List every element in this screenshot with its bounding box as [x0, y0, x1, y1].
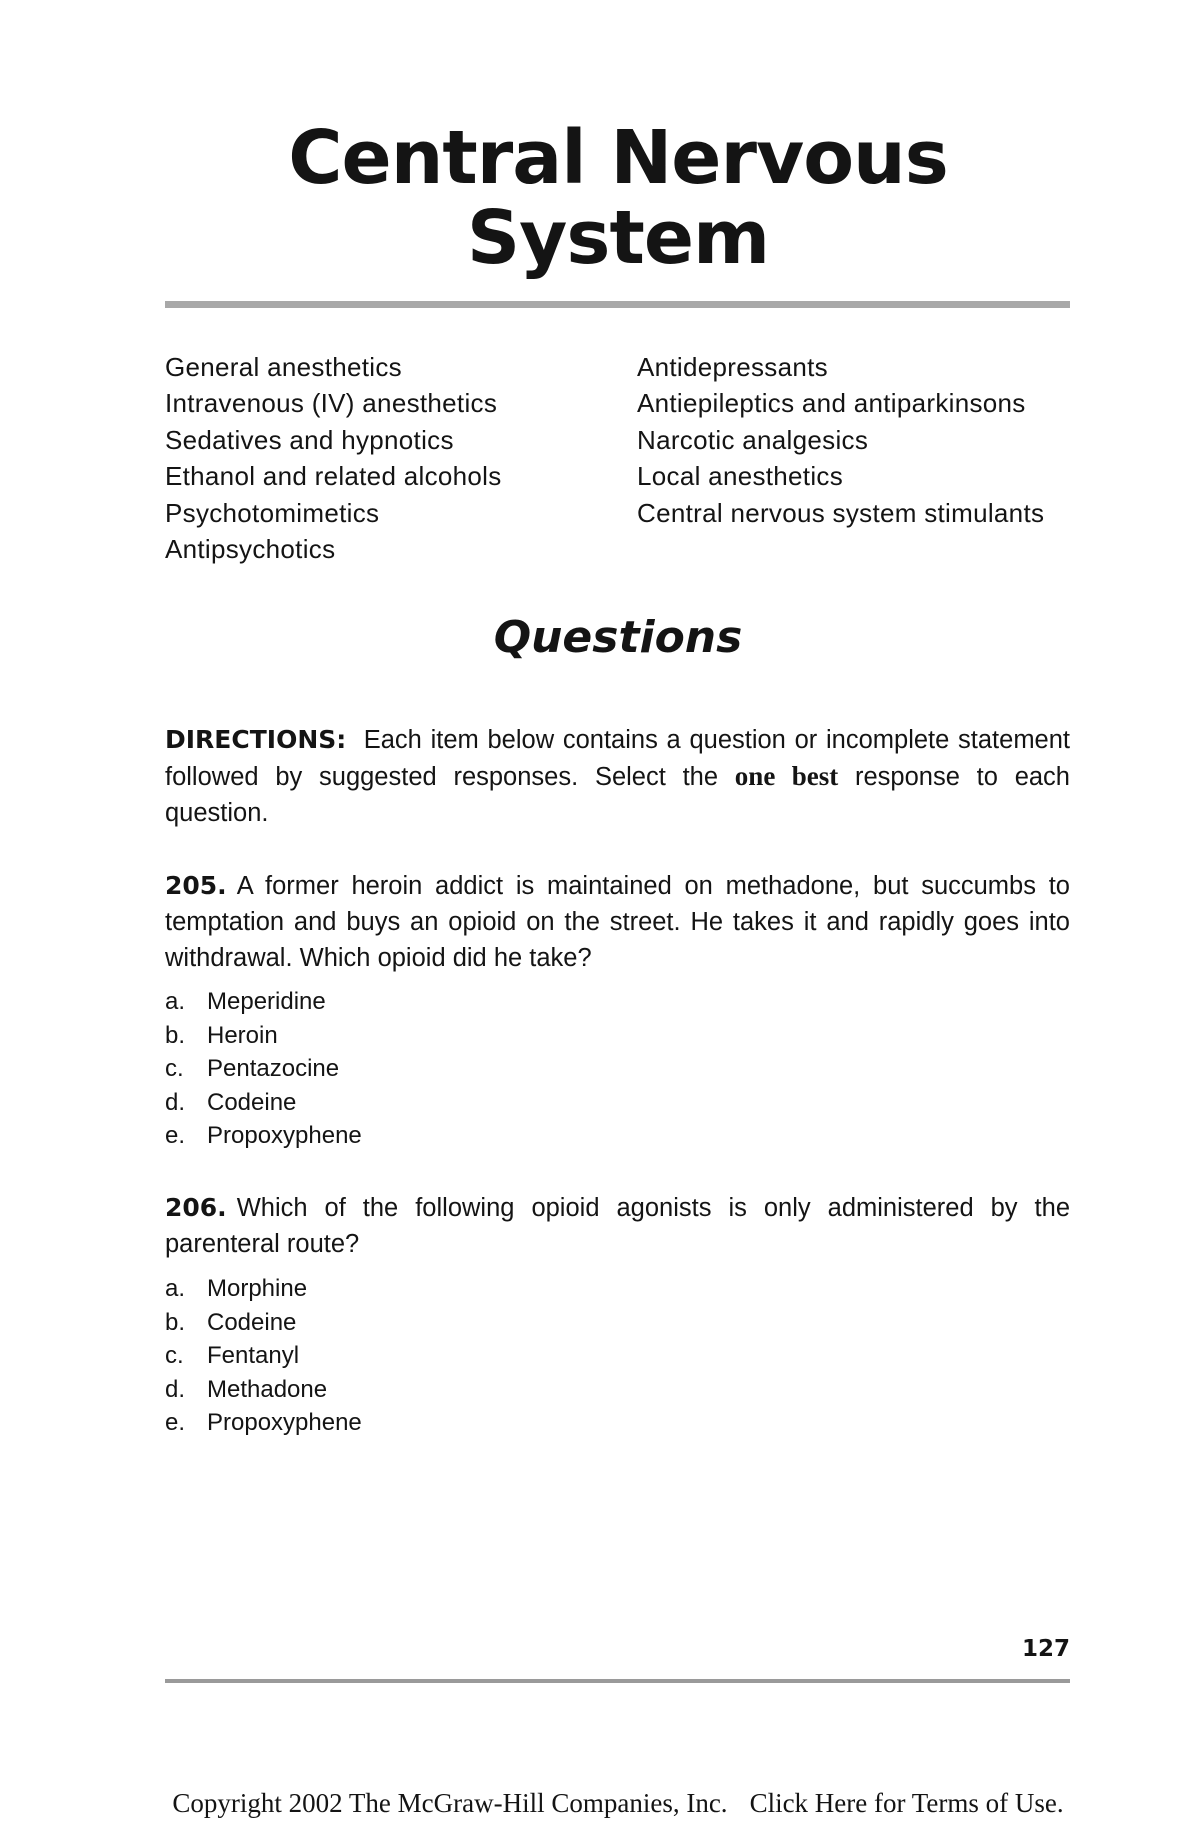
answer-option: [165, 1119, 362, 1153]
answer-options-205: [165, 985, 362, 1153]
topic-item: Intravenous (IV) anesthetics: [165, 388, 498, 419]
question-number: 205.: [165, 871, 227, 900]
topic-item: Antipsychotics: [165, 534, 336, 565]
answer-option: [165, 1373, 362, 1407]
option-text: Propoxyphene: [207, 1409, 362, 1436]
page-title: [0, 115, 1200, 281]
directions-text-after: response to each question.: [165, 763, 1070, 827]
option-letter: b.: [165, 1308, 186, 1336]
answer-option: [165, 1406, 362, 1440]
answer-option: [165, 1306, 362, 1340]
option-letter: d.: [165, 1375, 186, 1403]
section-heading: Questions: [493, 612, 743, 663]
topic-item: General anesthetics: [165, 352, 402, 382]
option-text: Methadone: [207, 1375, 328, 1403]
footer-divider: [165, 1679, 1070, 1683]
option-text: Propoxyphene: [207, 1122, 362, 1149]
option-text: Fentanyl: [207, 1342, 300, 1369]
question-text: Which of the following opioid agonists is only administered by the parenteral route?: [165, 1194, 1070, 1258]
topic-item: Antidepressants: [637, 352, 828, 382]
directions-text-before: Each item below contains a question or incomplete statement followed by suggested responses. Select the: [165, 726, 1071, 791]
page-title-line-1: Central Nervous: [288, 115, 948, 201]
option-letter: b.: [165, 1021, 186, 1049]
option-letter: e.: [165, 1409, 186, 1436]
option-text: Pentazocine: [207, 1055, 340, 1082]
option-letter: a.: [165, 1275, 186, 1302]
topic-item: Local anesthetics: [637, 461, 844, 492]
topic-item: Narcotic analgesics: [637, 424, 869, 455]
option-text: Meperidine: [207, 988, 326, 1015]
option-letter: d.: [165, 1088, 186, 1116]
option-letter: e.: [165, 1122, 186, 1149]
topic-item: Central nervous system stimulants: [637, 497, 1045, 528]
answer-option: [165, 1272, 362, 1306]
title-divider: [165, 301, 1070, 308]
option-text: Codeine: [207, 1308, 297, 1336]
copyright-text: Copyright 2002 The McGraw-Hill Companies, Inc.: [172, 1788, 728, 1818]
topic-item: Antiepileptics and antiparkinsons: [637, 388, 1026, 419]
directions-label: DIRECTIONS:: [165, 725, 347, 754]
topic-list-left: [165, 349, 625, 567]
topic-item: Ethanol and related alcohols: [165, 461, 502, 492]
option-text: Morphine: [207, 1275, 308, 1302]
option-text: Heroin: [207, 1021, 278, 1049]
answer-option: [165, 985, 362, 1019]
option-letter: a.: [165, 988, 186, 1015]
answer-options-206: [165, 1272, 362, 1440]
question-text: A former heroin addict is maintained on methadone, but succumbs to temptation and buys an opioid on the street. He takes it and rapidly goes into withdrawal. Which opioid did he take?: [165, 872, 1070, 972]
answer-option: [165, 1339, 362, 1373]
directions-paragraph: [165, 722, 1070, 831]
question-205: [165, 868, 1070, 976]
answer-option: [165, 1086, 362, 1120]
topic-list-right: [637, 349, 1097, 531]
option-letter: c.: [165, 1055, 184, 1082]
topic-item: Psychotomimetics: [165, 497, 380, 528]
option-text: Codeine: [207, 1088, 297, 1116]
option-letter: c.: [165, 1342, 184, 1369]
page-title-line-2: System: [466, 195, 770, 281]
directions-emphasis: one best: [734, 761, 839, 791]
page-number: 127: [1021, 1636, 1070, 1662]
answer-option: [165, 1019, 362, 1053]
question-206: [165, 1190, 1070, 1262]
question-number: 206.: [165, 1193, 227, 1222]
terms-of-use-link[interactable]: Click Here for Terms of Use.: [749, 1788, 1064, 1818]
topic-item: Sedatives and hypnotics: [165, 424, 454, 455]
copyright-footer: [0, 1788, 1200, 1819]
answer-option: [165, 1052, 362, 1086]
